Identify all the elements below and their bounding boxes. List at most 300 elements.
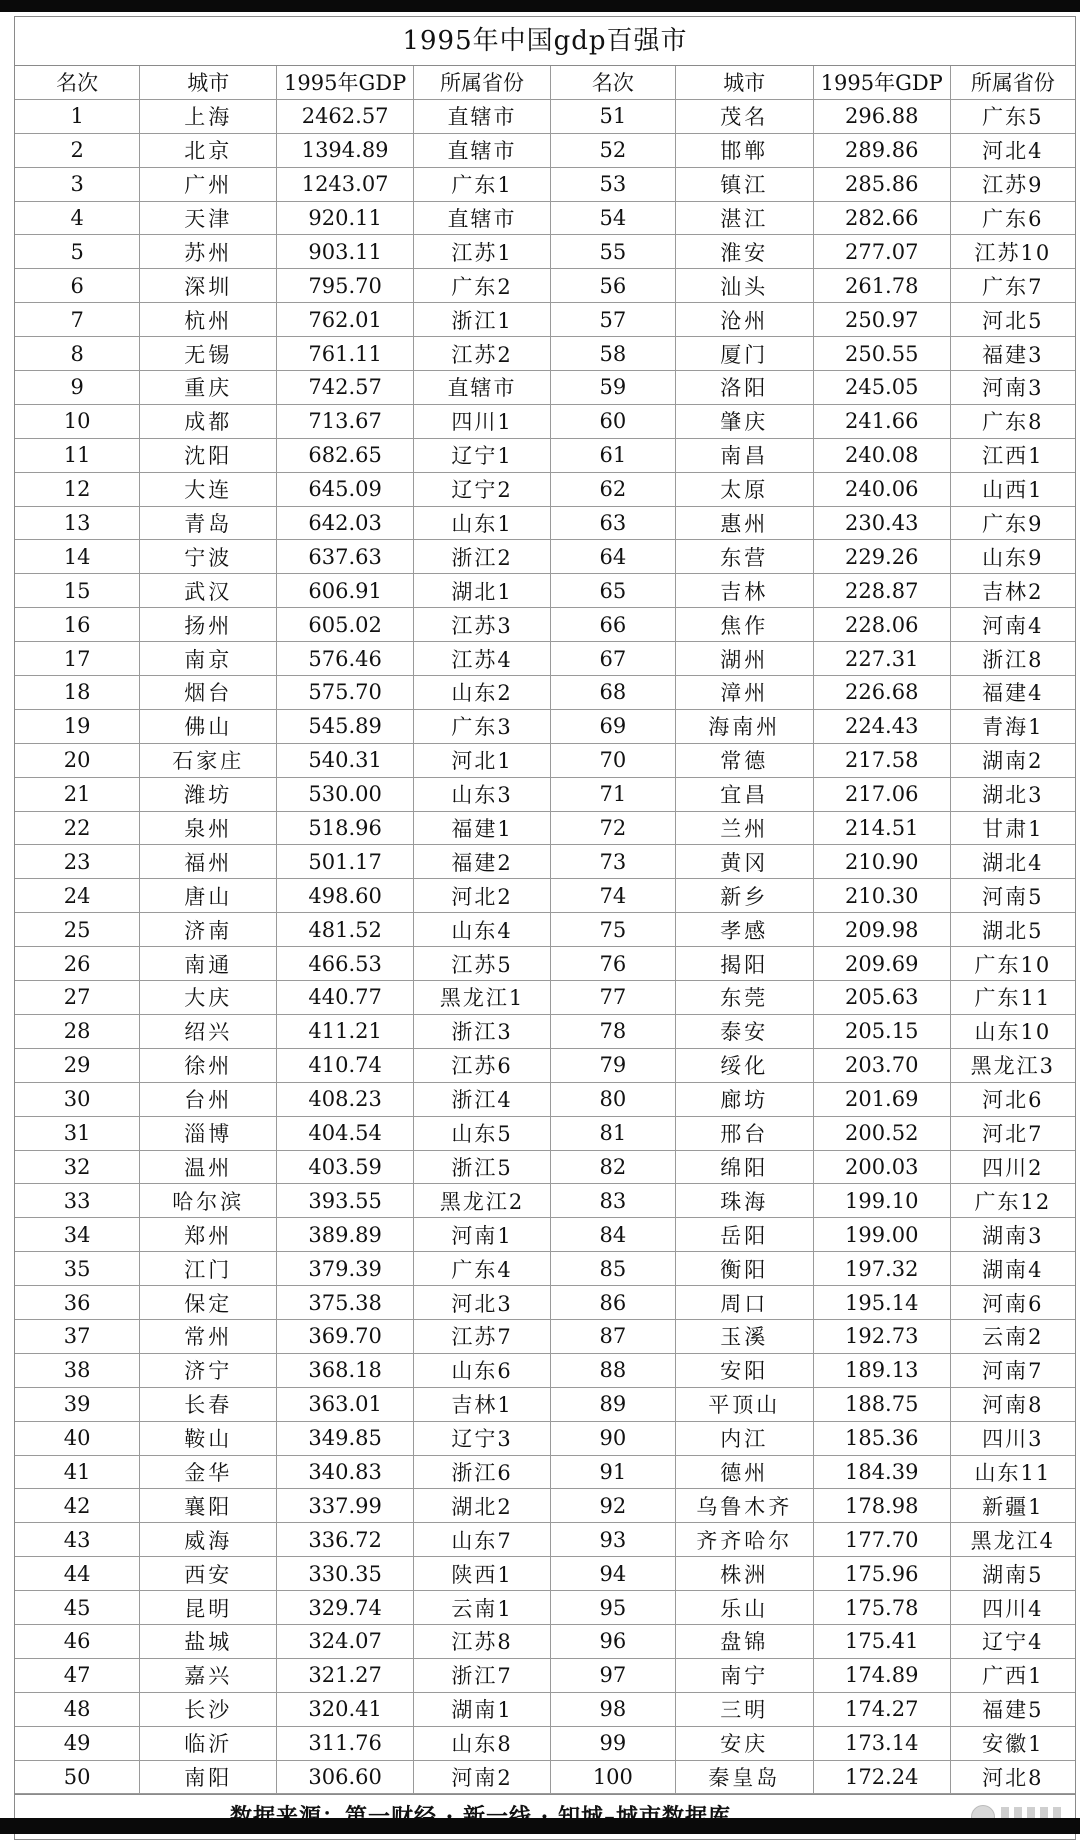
gdp-cell: 277.07	[813, 235, 950, 269]
table-row	[15, 1218, 1075, 1252]
table-row	[15, 777, 1075, 811]
gdp-cell: 336.72	[277, 1523, 414, 1557]
table-row	[15, 1726, 1075, 1760]
rank-cell: 1	[15, 99, 140, 133]
city-cell: 岳阳	[675, 1218, 813, 1252]
city-cell: 南宁	[675, 1658, 813, 1692]
province-cell: 河南8	[950, 1387, 1075, 1421]
gdp-cell: 174.89	[813, 1658, 950, 1692]
province-cell: 湖北3	[950, 777, 1075, 811]
city-cell: 成都	[140, 404, 277, 438]
rank-cell: 56	[550, 269, 675, 303]
province-cell: 直辖市	[414, 201, 551, 235]
gdp-cell: 177.70	[813, 1523, 950, 1557]
table-row	[15, 1387, 1075, 1421]
province-cell: 甘肃1	[950, 811, 1075, 845]
city-cell: 周口	[675, 1286, 813, 1320]
gdp-cell: 201.69	[813, 1082, 950, 1116]
province-cell: 四川4	[950, 1591, 1075, 1625]
province-cell: 河南6	[950, 1286, 1075, 1320]
gdp-cell: 518.96	[277, 811, 414, 845]
rank-cell: 96	[550, 1624, 675, 1658]
province-cell: 黑龙江1	[414, 981, 551, 1015]
table-row	[15, 608, 1075, 642]
gdp-cell: 637.63	[277, 540, 414, 574]
city-cell: 淮安	[675, 235, 813, 269]
gdp-cell: 214.51	[813, 811, 950, 845]
gdp-cell: 261.78	[813, 269, 950, 303]
province-cell: 黑龙江3	[950, 1048, 1075, 1082]
city-cell: 昆明	[140, 1591, 277, 1625]
rank-cell: 88	[550, 1353, 675, 1387]
gdp-cell: 250.97	[813, 303, 950, 337]
gdp-cell: 296.88	[813, 99, 950, 133]
rank-cell: 55	[550, 235, 675, 269]
rank-cell: 39	[15, 1387, 140, 1421]
city-cell: 安阳	[675, 1353, 813, 1387]
city-cell: 鞍山	[140, 1421, 277, 1455]
city-cell: 大连	[140, 472, 277, 506]
province-cell: 直辖市	[414, 99, 551, 133]
gdp-cell: 713.67	[277, 404, 414, 438]
province-cell: 广东10	[950, 947, 1075, 981]
city-cell: 焦作	[675, 608, 813, 642]
rank-cell: 45	[15, 1591, 140, 1625]
rank-cell: 54	[550, 201, 675, 235]
gdp-cell: 642.03	[277, 506, 414, 540]
province-cell: 广东6	[950, 201, 1075, 235]
rank-cell: 40	[15, 1421, 140, 1455]
city-cell: 肇庆	[675, 404, 813, 438]
rank-cell: 87	[550, 1319, 675, 1353]
province-cell: 浙江5	[414, 1150, 551, 1184]
province-cell: 江苏8	[414, 1624, 551, 1658]
bottom-border-bar	[0, 1818, 1080, 1834]
rank-cell: 37	[15, 1319, 140, 1353]
rank-cell: 44	[15, 1557, 140, 1591]
gdp-cell: 240.08	[813, 438, 950, 472]
city-cell: 洛阳	[675, 371, 813, 405]
gdp-cell: 379.39	[277, 1252, 414, 1286]
gdp-cell: 229.26	[813, 540, 950, 574]
rank-cell: 10	[15, 404, 140, 438]
province-cell: 河北3	[414, 1286, 551, 1320]
rank-cell: 35	[15, 1252, 140, 1286]
rank-cell: 70	[550, 743, 675, 777]
province-cell: 江苏9	[950, 167, 1075, 201]
city-cell: 威海	[140, 1523, 277, 1557]
city-cell: 安庆	[675, 1726, 813, 1760]
city-cell: 常州	[140, 1319, 277, 1353]
province-cell: 湖北1	[414, 574, 551, 608]
city-cell: 宜昌	[675, 777, 813, 811]
gdp-cell: 920.11	[277, 201, 414, 235]
gdp-cell: 324.07	[277, 1624, 414, 1658]
table-row	[15, 1692, 1075, 1726]
gdp-cell: 205.63	[813, 981, 950, 1015]
gdp-cell: 403.59	[277, 1150, 414, 1184]
rank-cell: 59	[550, 371, 675, 405]
gdp-cell: 192.73	[813, 1319, 950, 1353]
province-cell: 江苏10	[950, 235, 1075, 269]
gdp-cell: 411.21	[277, 1014, 414, 1048]
rank-cell: 7	[15, 303, 140, 337]
province-cell: 广东8	[950, 404, 1075, 438]
city-cell: 济南	[140, 913, 277, 947]
province-cell: 山东4	[414, 913, 551, 947]
rank-cell: 33	[15, 1184, 140, 1218]
gdp-cell: 173.14	[813, 1726, 950, 1760]
rank-cell: 34	[15, 1218, 140, 1252]
city-cell: 乐山	[675, 1591, 813, 1625]
rank-cell: 60	[550, 404, 675, 438]
table-row	[15, 201, 1075, 235]
city-cell: 泉州	[140, 811, 277, 845]
province-cell: 河南2	[414, 1760, 551, 1794]
province-cell: 河南5	[950, 879, 1075, 913]
province-cell: 四川3	[950, 1421, 1075, 1455]
gdp-cell: 203.70	[813, 1048, 950, 1082]
rank-cell: 9	[15, 371, 140, 405]
table-row	[15, 1014, 1075, 1048]
table-row	[15, 235, 1075, 269]
table-row	[15, 1557, 1075, 1591]
city-cell: 南京	[140, 642, 277, 676]
gdp-cell: 185.36	[813, 1421, 950, 1455]
table-row	[15, 879, 1075, 913]
table-row	[15, 472, 1075, 506]
city-cell: 乌鲁木齐	[675, 1489, 813, 1523]
gdp-cell: 199.00	[813, 1218, 950, 1252]
table-row	[15, 133, 1075, 167]
rank-cell: 91	[550, 1455, 675, 1489]
gdp-cell: 682.65	[277, 438, 414, 472]
gdp-cell: 289.86	[813, 133, 950, 167]
city-cell: 泰安	[675, 1014, 813, 1048]
rank-cell: 18	[15, 676, 140, 710]
city-cell: 湖州	[675, 642, 813, 676]
city-cell: 徐州	[140, 1048, 277, 1082]
rank-cell: 32	[15, 1150, 140, 1184]
city-cell: 绵阳	[675, 1150, 813, 1184]
table-row	[15, 1658, 1075, 1692]
header-province: 所属省份	[414, 66, 551, 99]
rank-cell: 29	[15, 1048, 140, 1082]
city-cell: 长春	[140, 1387, 277, 1421]
rank-cell: 4	[15, 201, 140, 235]
city-cell: 襄阳	[140, 1489, 277, 1523]
city-cell: 江门	[140, 1252, 277, 1286]
city-cell: 东莞	[675, 981, 813, 1015]
city-cell: 海南州	[675, 709, 813, 743]
city-cell: 济宁	[140, 1353, 277, 1387]
city-cell: 西安	[140, 1557, 277, 1591]
city-cell: 北京	[140, 133, 277, 167]
gdp-cell: 240.06	[813, 472, 950, 506]
rank-cell: 6	[15, 269, 140, 303]
city-cell: 南昌	[675, 438, 813, 472]
table-row	[15, 1523, 1075, 1557]
city-cell: 绥化	[675, 1048, 813, 1082]
gdp-cell: 175.78	[813, 1591, 950, 1625]
gdp-cell: 410.74	[277, 1048, 414, 1082]
rank-cell: 65	[550, 574, 675, 608]
city-cell: 揭阳	[675, 947, 813, 981]
province-cell: 黑龙江2	[414, 1184, 551, 1218]
rank-cell: 16	[15, 608, 140, 642]
gdp-cell: 285.86	[813, 167, 950, 201]
rank-cell: 71	[550, 777, 675, 811]
header-province: 所属省份	[950, 66, 1075, 99]
rank-cell: 5	[15, 235, 140, 269]
rank-cell: 25	[15, 913, 140, 947]
province-cell: 河南4	[950, 608, 1075, 642]
city-cell: 惠州	[675, 506, 813, 540]
rank-cell: 27	[15, 981, 140, 1015]
gdp-cell: 349.85	[277, 1421, 414, 1455]
city-cell: 青岛	[140, 506, 277, 540]
province-cell: 河南7	[950, 1353, 1075, 1387]
gdp-cell: 184.39	[813, 1455, 950, 1489]
gdp-cell: 742.57	[277, 371, 414, 405]
rank-cell: 26	[15, 947, 140, 981]
city-cell: 内江	[675, 1421, 813, 1455]
gdp-cell: 217.58	[813, 743, 950, 777]
gdp-cell: 606.91	[277, 574, 414, 608]
province-cell: 广东5	[950, 99, 1075, 133]
gdp-cell: 369.70	[277, 1319, 414, 1353]
rank-cell: 86	[550, 1286, 675, 1320]
table-row	[15, 743, 1075, 777]
table-row	[15, 1760, 1075, 1794]
gdp-cell: 320.41	[277, 1692, 414, 1726]
province-cell: 直辖市	[414, 371, 551, 405]
city-cell: 镇江	[675, 167, 813, 201]
city-cell: 吉林	[675, 574, 813, 608]
table-row	[15, 981, 1075, 1015]
province-cell: 吉林2	[950, 574, 1075, 608]
gdp-cell: 209.69	[813, 947, 950, 981]
table-row	[15, 404, 1075, 438]
city-cell: 烟台	[140, 676, 277, 710]
city-cell: 福州	[140, 845, 277, 879]
gdp-cell: 174.27	[813, 1692, 950, 1726]
table-row	[15, 709, 1075, 743]
header-city: 城市	[140, 66, 277, 99]
rank-cell: 52	[550, 133, 675, 167]
gdp-cell: 545.89	[277, 709, 414, 743]
rank-cell: 97	[550, 1658, 675, 1692]
city-cell: 武汉	[140, 574, 277, 608]
gdp-cell: 440.77	[277, 981, 414, 1015]
province-cell: 云南2	[950, 1319, 1075, 1353]
city-cell: 金华	[140, 1455, 277, 1489]
province-cell: 广东3	[414, 709, 551, 743]
city-cell: 扬州	[140, 608, 277, 642]
table-row	[15, 1421, 1075, 1455]
city-cell: 德州	[675, 1455, 813, 1489]
city-cell: 南阳	[140, 1760, 277, 1794]
province-cell: 广东1	[414, 167, 551, 201]
city-cell: 绍兴	[140, 1014, 277, 1048]
gdp-cell: 205.15	[813, 1014, 950, 1048]
gdp-cell: 188.75	[813, 1387, 950, 1421]
city-cell: 常德	[675, 743, 813, 777]
table-row	[15, 371, 1075, 405]
rank-cell: 30	[15, 1082, 140, 1116]
table-row	[15, 337, 1075, 371]
province-cell: 浙江3	[414, 1014, 551, 1048]
rank-cell: 93	[550, 1523, 675, 1557]
city-cell: 孝感	[675, 913, 813, 947]
table-header-row	[15, 66, 1075, 99]
rank-cell: 78	[550, 1014, 675, 1048]
city-cell: 深圳	[140, 269, 277, 303]
province-cell: 江苏4	[414, 642, 551, 676]
province-cell: 山东2	[414, 676, 551, 710]
rank-cell: 58	[550, 337, 675, 371]
city-cell: 东营	[675, 540, 813, 574]
province-cell: 陕西1	[414, 1557, 551, 1591]
gdp-cell: 175.41	[813, 1624, 950, 1658]
city-cell: 衡阳	[675, 1252, 813, 1286]
gdp-cell: 210.30	[813, 879, 950, 913]
city-cell: 邢台	[675, 1116, 813, 1150]
table-row	[15, 574, 1075, 608]
rank-cell: 12	[15, 472, 140, 506]
city-cell: 齐齐哈尔	[675, 1523, 813, 1557]
city-cell: 无锡	[140, 337, 277, 371]
table-row	[15, 1319, 1075, 1353]
province-cell: 广东11	[950, 981, 1075, 1015]
province-cell: 浙江7	[414, 1658, 551, 1692]
rank-cell: 23	[15, 845, 140, 879]
province-cell: 山东9	[950, 540, 1075, 574]
province-cell: 浙江8	[950, 642, 1075, 676]
rank-cell: 48	[15, 1692, 140, 1726]
gdp-cell: 311.76	[277, 1726, 414, 1760]
rank-cell: 80	[550, 1082, 675, 1116]
gdp-cell: 576.46	[277, 642, 414, 676]
rank-cell: 28	[15, 1014, 140, 1048]
rank-cell: 62	[550, 472, 675, 506]
province-cell: 四川1	[414, 404, 551, 438]
province-cell: 青海1	[950, 709, 1075, 743]
rank-cell: 14	[15, 540, 140, 574]
gdp-cell: 375.38	[277, 1286, 414, 1320]
rank-cell: 47	[15, 1658, 140, 1692]
rank-cell: 83	[550, 1184, 675, 1218]
rank-cell: 66	[550, 608, 675, 642]
gdp-cell: 282.66	[813, 201, 950, 235]
city-cell: 廊坊	[675, 1082, 813, 1116]
gdp-cell: 178.98	[813, 1489, 950, 1523]
rank-cell: 77	[550, 981, 675, 1015]
gdp-cell: 175.96	[813, 1557, 950, 1591]
rank-cell: 100	[550, 1760, 675, 1794]
province-cell: 辽宁4	[950, 1624, 1075, 1658]
province-cell: 山西1	[950, 472, 1075, 506]
gdp-cell: 481.52	[277, 913, 414, 947]
city-cell: 郑州	[140, 1218, 277, 1252]
province-cell: 河北1	[414, 743, 551, 777]
table-row	[15, 269, 1075, 303]
table-row	[15, 303, 1075, 337]
rank-cell: 8	[15, 337, 140, 371]
gdp-cell: 228.06	[813, 608, 950, 642]
table-row	[15, 99, 1075, 133]
top-border-bar	[0, 0, 1080, 12]
table-row	[15, 438, 1075, 472]
gdp-cell: 337.99	[277, 1489, 414, 1523]
table-row	[15, 642, 1075, 676]
rank-cell: 85	[550, 1252, 675, 1286]
rank-cell: 73	[550, 845, 675, 879]
province-cell: 广东7	[950, 269, 1075, 303]
gdp-cell: 605.02	[277, 608, 414, 642]
gdp-cell: 306.60	[277, 1760, 414, 1794]
table-row	[15, 540, 1075, 574]
province-cell: 浙江4	[414, 1082, 551, 1116]
province-cell: 福建1	[414, 811, 551, 845]
province-cell: 广东2	[414, 269, 551, 303]
rank-cell: 46	[15, 1624, 140, 1658]
table-row	[15, 947, 1075, 981]
province-cell: 辽宁1	[414, 438, 551, 472]
gdp-cell: 393.55	[277, 1184, 414, 1218]
city-cell: 天津	[140, 201, 277, 235]
table-row	[15, 811, 1075, 845]
gdp-ranking-sheet	[14, 16, 1076, 1840]
gdp-cell: 228.87	[813, 574, 950, 608]
province-cell: 山东3	[414, 777, 551, 811]
province-cell: 江苏1	[414, 235, 551, 269]
table-row	[15, 845, 1075, 879]
province-cell: 河北7	[950, 1116, 1075, 1150]
city-cell: 邯郸	[675, 133, 813, 167]
gdp-cell: 241.66	[813, 404, 950, 438]
province-cell: 福建2	[414, 845, 551, 879]
province-cell: 福建5	[950, 1692, 1075, 1726]
rank-cell: 74	[550, 879, 675, 913]
gdp-cell: 762.01	[277, 303, 414, 337]
city-cell: 台州	[140, 1082, 277, 1116]
city-cell: 苏州	[140, 235, 277, 269]
rank-cell: 2	[15, 133, 140, 167]
table-row	[15, 506, 1075, 540]
rank-cell: 92	[550, 1489, 675, 1523]
city-cell: 漳州	[675, 676, 813, 710]
gdp-cell: 197.32	[813, 1252, 950, 1286]
province-cell: 湖南2	[950, 743, 1075, 777]
city-cell: 佛山	[140, 709, 277, 743]
city-cell: 盘锦	[675, 1624, 813, 1658]
province-cell: 浙江1	[414, 303, 551, 337]
city-cell: 唐山	[140, 879, 277, 913]
province-cell: 福建4	[950, 676, 1075, 710]
table-row	[15, 1624, 1075, 1658]
province-cell: 广西1	[950, 1658, 1075, 1692]
province-cell: 广东12	[950, 1184, 1075, 1218]
table-row	[15, 1489, 1075, 1523]
gdp-cell: 368.18	[277, 1353, 414, 1387]
gdp-cell: 226.68	[813, 676, 950, 710]
gdp-cell: 540.31	[277, 743, 414, 777]
gdp-cell: 363.01	[277, 1387, 414, 1421]
rank-cell: 90	[550, 1421, 675, 1455]
province-cell: 新疆1	[950, 1489, 1075, 1523]
table-row	[15, 1184, 1075, 1218]
